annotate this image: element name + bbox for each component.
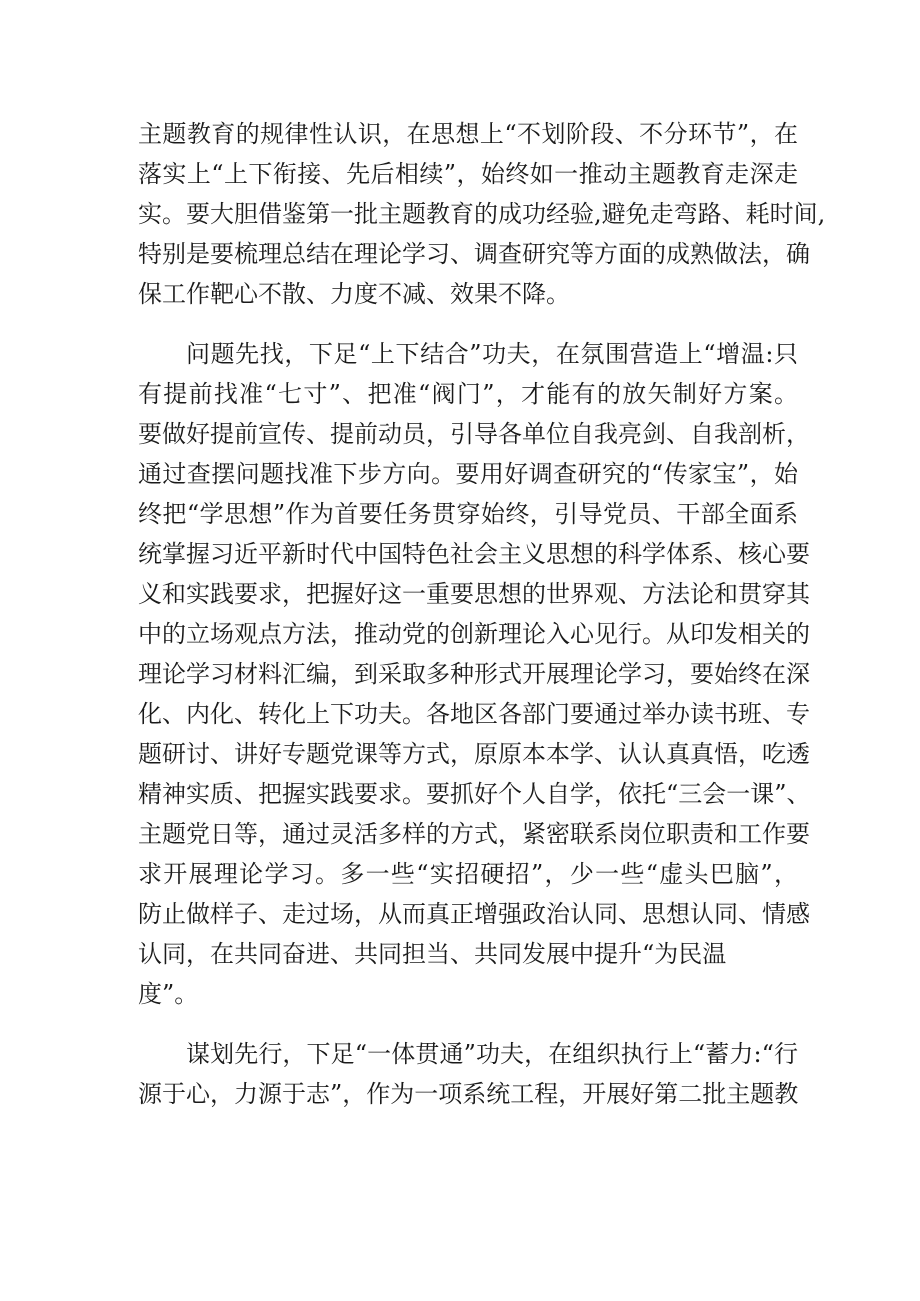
text-line: 度”。 [138, 980, 199, 1008]
text-line: 源于心，力源于志”，作为一项系统工程，开展好第二批主题教 [138, 1080, 799, 1108]
text-line: 主题教育的规律性认识，在思想上“不划阶段、不分环节”，在 [138, 120, 798, 148]
text-line: 化、内化、转化上下功夫。各地区各部门要通过举办读书班、专 [138, 700, 810, 728]
text-line: 有提前找准“七寸”、把准“阀门”，才能有的放矢制好方案。 [138, 380, 798, 408]
text-line: 实。要大胆借鉴第一批主题教育的成功经验,避免走弯路、耗时间, [138, 200, 826, 228]
text-line: 求开展理论学习。多一些“实招硬招”，少一些“虚头巴脑”， [138, 860, 798, 888]
text-line: 特别是要梳理总结在理论学习、调查研究等方面的成熟做法，确 [138, 240, 810, 268]
text-line: 落实上“上下衔接、先后相续”，始终如一推动主题教育走深走 [138, 160, 798, 188]
text-line: 通过查摆问题找准下步方向。要用好调查研究的“传家宝”，始 [138, 460, 798, 488]
text-line: 精神实质、把握实践要求。要抓好个人自学，依托“三会一课”、 [138, 780, 811, 808]
text-line: 要做好提前宣传、提前动员，引导各单位自我亮剑、自我剖析， [138, 420, 810, 448]
text-line: 防止做样子、走过场，从而真正增强政治认同、思想认同、情感 [138, 900, 810, 928]
paragraph-first-line: 问题先找，下足“上下结合”功夫，在氛围营造上“增温:只 [186, 340, 798, 368]
text-line: 统掌握习近平新时代中国特色社会主义思想的科学体系、核心要 [138, 540, 810, 568]
text-line: 中的立场观点方法，推动党的创新理论入心见行。从印发相关的 [138, 620, 810, 648]
text-line: 终把“学思想”作为首要任务贯穿始终，引导党员、干部全面系 [138, 500, 798, 528]
text-line: 题研讨、讲好专题党课等方式，原原本本学、认认真真悟，吃透 [138, 740, 810, 768]
text-line: 保工作靶心不散、力度不减、效果不降。 [138, 280, 570, 308]
text-line: 认同，在共同奋进、共同担当、共同发展中提升“为民温 [138, 940, 727, 968]
text-line: 主题党日等，通过灵活多样的方式，紧密联系岗位职责和工作要 [138, 820, 810, 848]
text-line: 理论学习材料汇编，到采取多种形式开展理论学习，要始终在深 [138, 660, 810, 688]
paragraph-first-line: 谋划先行，下足“一体贯通”功夫，在组织执行上“蓄力:“行 [186, 1040, 798, 1068]
text-line: 义和实践要求，把握好这一重要思想的世界观、方法论和贯穿其 [138, 580, 810, 608]
